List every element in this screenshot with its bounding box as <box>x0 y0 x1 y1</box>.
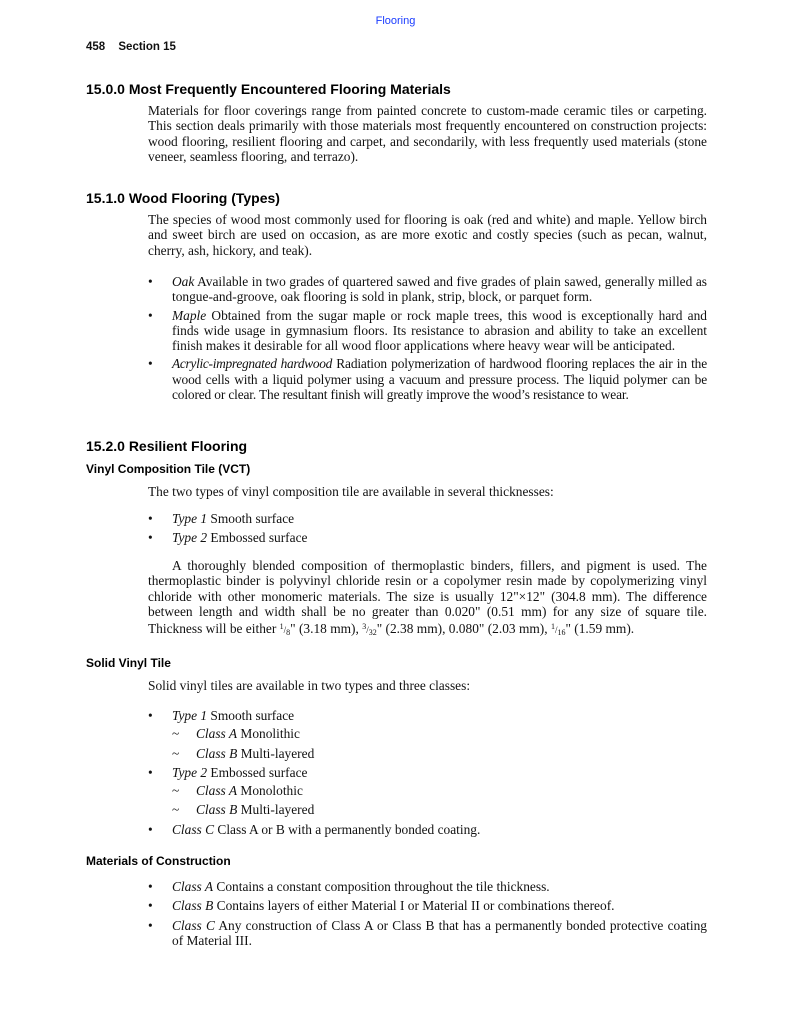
list-item-vct-type2 <box>148 530 707 545</box>
frac-num: 1 <box>279 622 284 632</box>
list-item-oak <box>148 274 707 305</box>
list-item-vct-type1 <box>148 511 707 526</box>
bullet: • <box>148 511 153 526</box>
vct-thickness-3: " (1.59 mm). <box>565 621 635 637</box>
paragraph-wood-species: The species of wood most commonly used for flooring is oak (red and white) and maple. Yellow birch and sweet birch are used on occasion, as are more exotic and costly species (such as pecan, walnut, cherry, ash, hickory, and teak). <box>148 212 707 258</box>
heading-vct: Vinyl Composition Tile (VCT) <box>86 462 251 476</box>
desc-class-b: Multi-layered <box>237 802 315 818</box>
bullet: • <box>148 307 153 323</box>
fraction-one-eighth: $^1/_8$ <box>279 622 291 638</box>
term-class-b: Class B <box>172 898 214 914</box>
tilde-marker: ~ <box>172 745 180 761</box>
term-type2: Type 2 <box>172 530 208 546</box>
solid-vinyl-list <box>148 708 707 837</box>
desc-solid-type1: Smooth surface <box>207 708 295 723</box>
vct-type-list <box>148 511 707 546</box>
paragraph-vct-intro: The two types of vinyl composition tile are available in several thicknesses: <box>148 484 554 499</box>
sub-item-class-b <box>172 802 707 817</box>
bullet: • <box>148 879 153 894</box>
bullet: • <box>148 917 153 933</box>
desc-oak: Available in two grades of quartered sawed and five grades of plain sawed, generally milled as tongue-and-groove, oak flooring is sold in plank, strip, block, or parquet form. <box>172 274 707 305</box>
frac-den: 8 <box>286 628 291 638</box>
section-label: Section 15 <box>118 41 176 53</box>
term-maple: Maple <box>172 307 207 323</box>
list-item-maple <box>148 308 707 354</box>
term-type1: Type 1 <box>172 511 208 526</box>
running-head <box>86 41 176 53</box>
sub-item-class-a <box>172 783 707 798</box>
bullet: • <box>148 708 153 723</box>
heading-materials: Materials of Construction <box>86 854 231 868</box>
bullet: • <box>148 764 153 780</box>
vct-thickness-1: " (3.18 mm), <box>290 621 363 637</box>
tilde-marker: ~ <box>172 802 180 818</box>
desc-maple: Obtained from the sugar maple or rock maple trees, this wood is exceptionally hard and finds wide usage in gymnasium floors. Its resistance to abrasion and ability to take an excellent finish makes it desirable for all wood floor applications where heavy wear will be anticipated. <box>172 307 707 354</box>
page-number: 458 <box>86 41 106 53</box>
term-oak: Oak <box>172 274 195 289</box>
heading-solid-vinyl: Solid Vinyl Tile <box>86 656 171 670</box>
desc-class-b: Multi-layered <box>237 745 315 761</box>
materials-list <box>148 879 707 948</box>
desc-class-a: Contains a constant composition throughout the tile thickness. <box>213 879 550 894</box>
term-class-b: Class B <box>196 745 238 761</box>
term-class-a: Class A <box>196 783 238 799</box>
paragraph-solid-intro: Solid vinyl tiles are available in two types and three classes: <box>148 678 471 693</box>
heading-15-1-0: 15.1.0 Wood Flooring (Types) <box>86 190 280 206</box>
desc-class-b: Contains layers of either Material I or Material II or combinations thereof. <box>213 898 615 914</box>
vct-composition-text: A thoroughly blended composition of thermoplastic binders, fillers, and pigment is used. The thermoplastic binder is polyvinyl chloride resin or a copolymer resin made by copolymerizing vinyl chloride with other monomeric materials. The size is usually 12"×12" (304.8 mm). The difference between length and width shall be no greater than 0.020" (0.51 mm) for any size of square tile. Thickness will be either <box>148 558 707 637</box>
desc-class-a: Monolithic <box>237 726 300 742</box>
list-item-material-class-b <box>148 898 707 913</box>
bullet: • <box>148 821 153 837</box>
tilde-marker: ~ <box>172 783 180 799</box>
desc-type1: Smooth surface <box>207 511 295 526</box>
vct-thickness-2: " (2.38 mm), 0.080" (2.03 mm), <box>376 621 551 637</box>
frac-num: 3 <box>362 622 367 632</box>
bullet: • <box>148 898 153 914</box>
term-class-c: Class C <box>172 821 215 837</box>
desc-acrylic: Radiation polymerization of hardwood flooring replaces the air in the wood cells with a liquid polymer using a vacuum and pressure process. The liquid polymer can be colored or clear. The resultant finish will greatly improve the wood’s resistance to wear. <box>172 356 707 403</box>
desc-type2: Embossed surface <box>207 530 308 546</box>
list-item-solid-type2 <box>148 765 707 818</box>
frac-den: 16 <box>557 628 566 638</box>
frac-num: 1 <box>550 622 555 632</box>
term-class-a: Class A <box>172 879 214 894</box>
sub-item-class-a <box>172 726 707 741</box>
sub-item-class-b <box>172 746 707 761</box>
desc-solid-type2: Embossed surface <box>207 764 308 780</box>
list-item-solid-type1 <box>148 708 707 761</box>
desc-class-a: Monolothic <box>237 783 303 799</box>
list-item-acrylic <box>148 356 707 402</box>
solid-type1-classes <box>172 726 707 761</box>
bullet: • <box>148 530 153 546</box>
solid-type2-classes <box>172 783 707 818</box>
paragraph-vct-composition <box>148 558 707 640</box>
desc-class-c: Class A or B with a permanently bonded coating. <box>214 821 481 837</box>
flooring-link[interactable]: Flooring <box>375 15 416 27</box>
term-solid-type1: Type 1 <box>172 708 208 723</box>
bullet: • <box>148 356 153 372</box>
desc-class-c: Any construction of Class A or Class B that has a permanently bonded protective coating of Material III. <box>172 917 707 948</box>
term-class-c: Class C <box>172 917 215 933</box>
term-solid-type2: Type 2 <box>172 764 208 780</box>
heading-15-2-0: 15.2.0 Resilient Flooring <box>86 438 248 454</box>
bullet: • <box>148 274 153 289</box>
tilde-marker: ~ <box>172 726 180 742</box>
paragraph-intro: Materials for floor coverings range from painted concrete to custom-made ceramic tiles or carpeting. This section deals primarily with those materials most frequently encountered on construction projects: wood flooring, resilient flooring and carpet, and secondarily, with less frequently used materials (stone veneer, seamless flooring, and terrazo). <box>148 103 707 164</box>
fraction-three-thirtyseconds: $^3/_{32}$ <box>362 622 377 638</box>
heading-15-0-0: 15.0.0 Most Frequently Encountered Flooring Materials <box>86 81 451 97</box>
list-item-material-class-c <box>148 918 707 949</box>
wood-type-list <box>148 274 707 402</box>
term-class-b: Class B <box>196 802 238 818</box>
list-item-material-class-a <box>148 879 707 894</box>
term-acrylic: Acrylic-impregnated hardwood <box>172 356 333 372</box>
frac-den: 32 <box>368 628 377 638</box>
term-class-a: Class A <box>196 726 238 742</box>
fraction-one-sixteenth: $^1/_{16}$ <box>550 622 566 638</box>
list-item-solid-class-c <box>148 822 707 837</box>
